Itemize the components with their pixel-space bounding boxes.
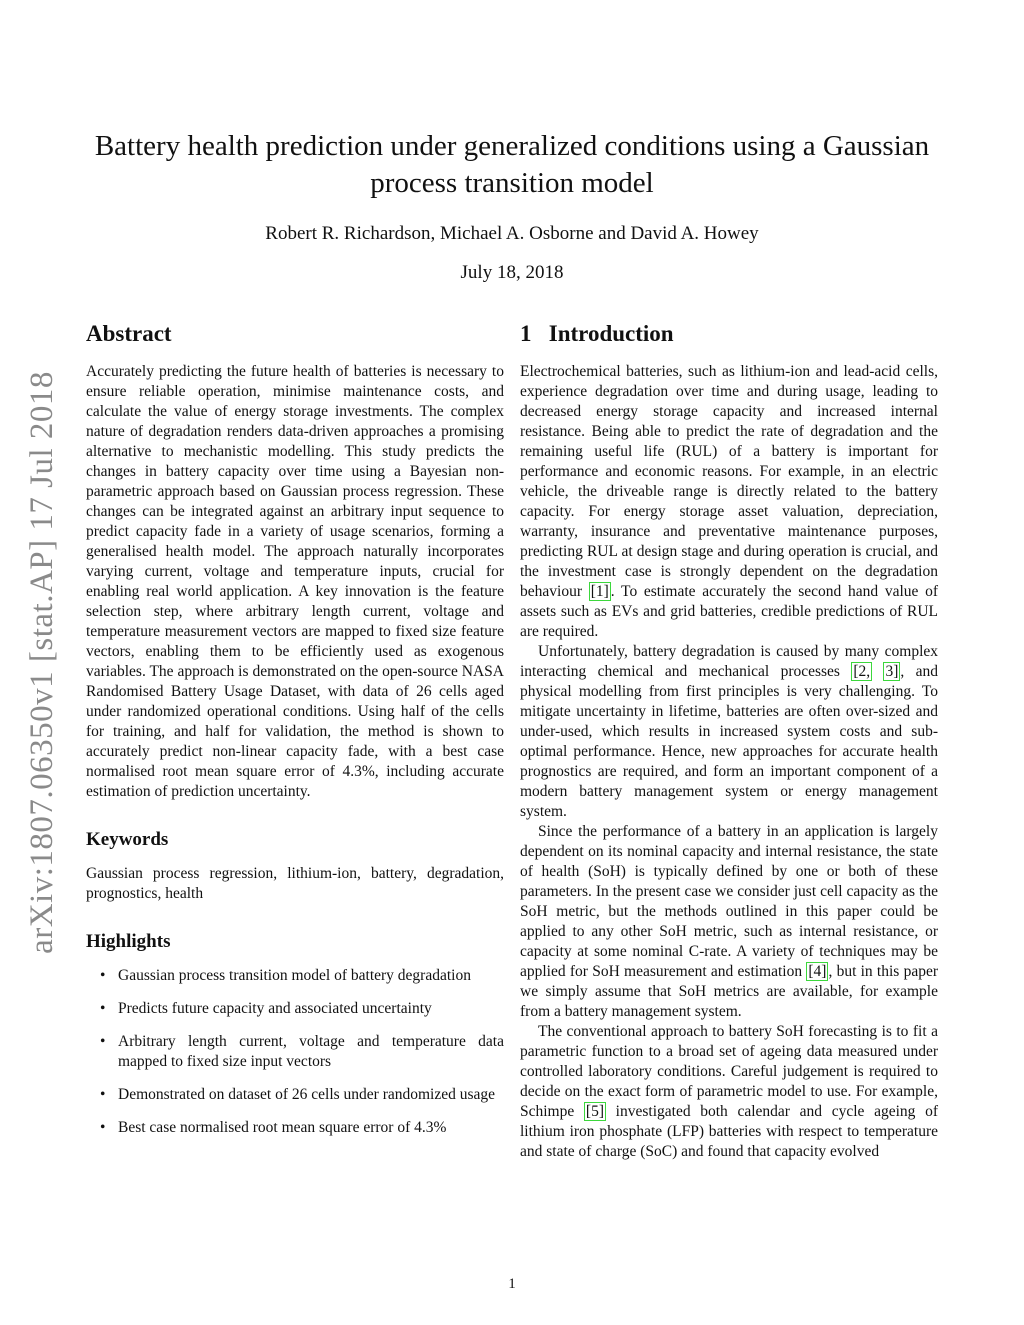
- highlight-item: • Predicts future capacity and associated uncertainty: [100, 1000, 432, 1017]
- title-line-1: Battery health prediction under generalized conditions using a Gaussian: [94, 130, 930, 162]
- highlight-item: • Arbitrary length current, voltage and temperature data mapped to fixed size input vectors: [100, 1033, 504, 1070]
- right-column: [520, 320, 938, 1162]
- highlight-item: • Demonstrated on dataset of 26 cells under randomized usage: [100, 1086, 496, 1103]
- citation-link[interactable]: [5]: [585, 1103, 604, 1120]
- bullet-icon: •: [100, 1033, 106, 1050]
- highlights-list: [86, 966, 504, 1138]
- intro-paragraph-4: The conventional approach to battery SoH forecasting is to fit a parametric function to a broad set of ageing data measured under controlled laboratory conditions. Careful judgement is required to decide on the exact form of parametric model to use. For example, Schimpe [5] investigated both calendar and cycle ageing of lithium iron phosphate (LFP) batteries with respect to temperature and state of charge (SoC) and found that capacity evolved: [520, 1023, 938, 1160]
- highlights-heading: Highlights: [86, 931, 171, 952]
- bullet-icon: •: [100, 1086, 106, 1103]
- intro-paragraph-1: Electrochemical batteries, such as lithium-ion and lead-acid cells, experience degradation over time and during usage, leading to decreased energy storage capacity and increased internal resistance. Being able to predict the rate of degradation and the remaining useful life (RUL) of a battery is important for performance and economic reasons. For example, in an electric vehicle, the driveable range is directly related to the battery capacity. For energy storage asset valuation, depreciation, warranty, insurance and preventative maintenance purposes, predicting RUL at design stage and during operation is crucial, and the investment case is strongly dependent on the degradation behaviour [1] . To estimate accurately the second hand value of assets such as EVs and grid batteries, credible predictions of RUL are required.: [520, 363, 938, 640]
- abstract-heading: Abstract: [86, 321, 172, 346]
- keywords-text: Gaussian process regression, lithium-ion, battery, degradation, prognostics, health: [86, 865, 504, 902]
- bullet-icon: •: [100, 967, 106, 984]
- introduction-heading: 1 Introduction: [520, 321, 674, 346]
- intro-paragraph-3: Since the performance of a battery in an application is largely dependent on its nominal capacity and internal resistance, the state of health (SoH) is typically defined by one or both of these parameters. In the present case we consider just cell capacity as the SoH metric, but the methods outlined in this paper could be applied to any other SoH metric, such as internal resistance, or capacity at some nominal C-rate. A variety of techniques may be applied for SoH measurement and estimation [4] , but in this paper we simply assume that SoH metrics are available, for example from a battery management system.: [520, 823, 938, 1020]
- arxiv-id: arXiv:1807.06350v1 [stat.AP] 17 Jul 2018: [23, 371, 60, 954]
- highlight-item: • Best case normalised root mean square error of 4.3%: [100, 1119, 447, 1136]
- abstract-text: Accurately predicting the future health of batteries is necessary to ensure reliable operation, minimise maintenance costs, and calculate the value of energy storage investments. The complex nature of degradation renders data-driven approaches a promising alternative to mechanistic modelling. This study predicts the changes in battery capacity over time using a Bayesian non-parametric approach based on Gaussian process regression. These changes can be integrated against an arbitrary input sequence to predict capacity fade in a variety of usage scenarios, forming a generalised health model. The approach naturally incorporates varying current, voltage and temperature inputs, crucial for enabling real world application. A key innovation is the feature selection step, where arbitrary length current, voltage and temperature measurement vectors are mapped to fixed size feature vectors, enabling them to be efficiently used as exogenous variables. The approach is demonstrated on the open-source NASA Randomised Battery Usage Dataset, with data of 26 cells aged under randomized operational conditions. Using half of the cells for training, and half for validation, the method is shown to accurately predict non-linear capacity fade, with a best case normalised root mean square error of 4.3%, including accurate estimation of prediction uncertainty.: [86, 363, 504, 800]
- left-column: [86, 320, 504, 1151]
- keywords-heading: Keywords: [86, 829, 169, 850]
- paper-title: [60, 128, 964, 202]
- bullet-icon: •: [100, 1119, 106, 1136]
- title-line-2: process transition model: [370, 167, 654, 199]
- citation-link[interactable]: 3]: [885, 663, 899, 680]
- date: July 18, 2018: [460, 262, 564, 283]
- bullet-icon: •: [100, 1000, 106, 1017]
- intro-paragraph-2: Unfortunately, battery degradation is caused by many complex interacting chemical and mechanical processes [2, 3] , and physical modelling from first principles is very challenging. To mitigate uncertainty in lifetime, batteries are often over-sized and under-used, which results in increased system costs and sub-optimal performance. Hence, new approaches for accurate health prognostics are required, and form an important component of a modern battery management system or energy management system.: [520, 643, 938, 820]
- citation-link[interactable]: [4]: [808, 963, 827, 980]
- page-number: 1: [508, 1276, 516, 1292]
- authors: Robert R. Richardson, Michael A. Osborne and David A. Howey: [265, 223, 759, 244]
- highlight-item: • Gaussian process transition model of battery degradation: [100, 967, 471, 984]
- citation-link[interactable]: [2,: [853, 663, 871, 680]
- arxiv-stamp: [22, 365, 62, 960]
- citation-link[interactable]: [1]: [590, 583, 609, 600]
